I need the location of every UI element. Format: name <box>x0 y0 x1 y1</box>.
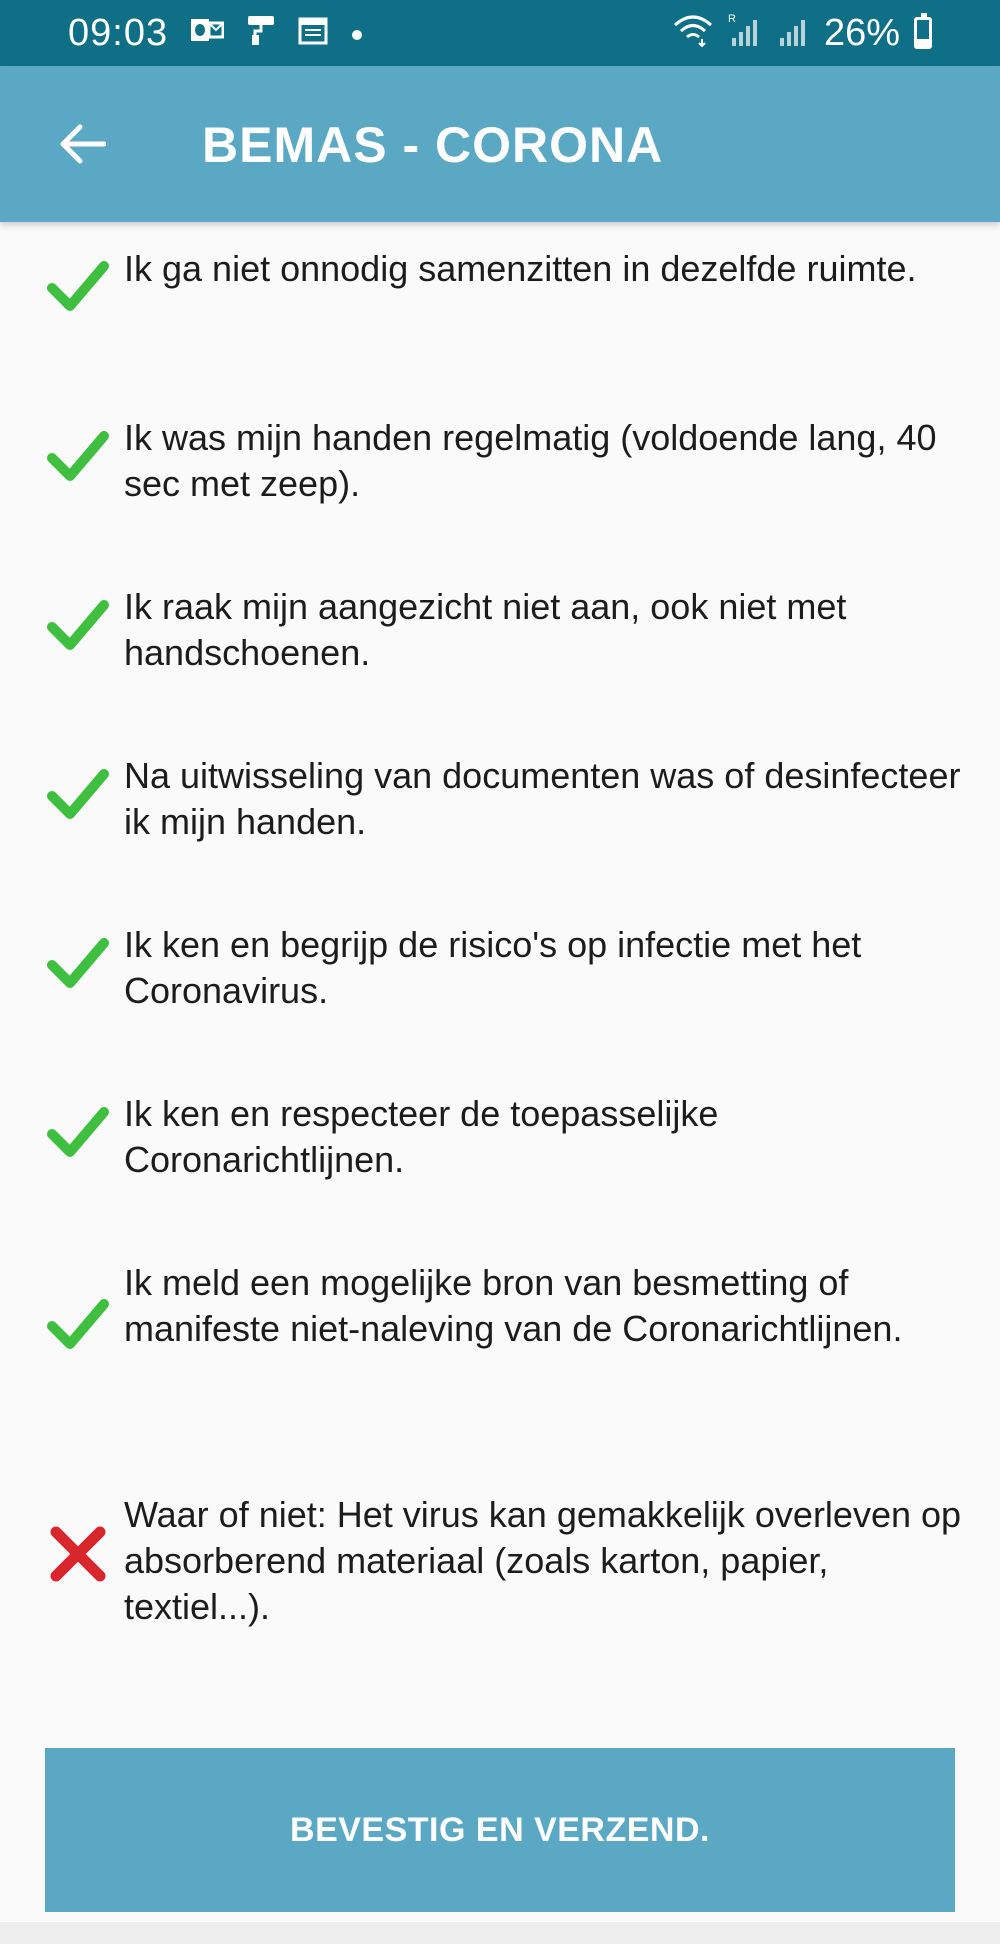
list-item-text: Ik ken en respecteer de toepasselijke Coronarichtlijnen. <box>124 1093 719 1180</box>
list-item-text: Ik was mijn handen regelmatig (voldoende lang, 40 sec met zeep). <box>124 417 937 504</box>
page-title: BEMAS - CORONA <box>202 117 664 173</box>
check-icon <box>46 1100 110 1164</box>
bottom-strip <box>0 1922 1000 1944</box>
status-time: 09:03 <box>68 11 169 54</box>
app-bar <box>0 66 1000 222</box>
list-item-text: Ik ken en begrijp de risico's op infectie met het Coronavirus. <box>124 924 862 1011</box>
check-icon <box>46 931 110 995</box>
list-item-text: Ik ga niet onnodig samenzitten in dezelfde ruimte. <box>124 248 917 289</box>
svg-text:R: R <box>727 13 736 25</box>
arrow-left-icon <box>58 124 106 164</box>
status-bar <box>0 0 1000 66</box>
check-icon <box>46 762 110 826</box>
list-item-text: Na uitwisseling van documenten was of desinfecteer ik mijn handen. <box>124 755 961 842</box>
check-icon <box>46 593 110 657</box>
list-item-text: Ik raak mijn aangezicht niet aan, ook niet met handschoenen. <box>124 586 847 673</box>
check-icon <box>46 254 110 318</box>
wifi-icon <box>672 13 714 53</box>
cross-icon <box>46 1522 110 1586</box>
paint-roller-icon <box>246 14 276 52</box>
check-icon <box>46 1292 110 1356</box>
outlook-icon <box>190 15 224 51</box>
signal-roaming-icon <box>728 12 762 54</box>
check-icon <box>46 424 110 488</box>
dot-icon <box>350 18 364 48</box>
signal-icon <box>776 12 810 54</box>
list-item-text: Waar of niet: Het virus kan gemakkelijk overleven op absorberend materiaal (zoals karton, papier, textiel...). <box>124 1494 962 1627</box>
calendar-icon <box>298 15 328 51</box>
battery-icon <box>914 17 932 49</box>
confirm-send-button[interactable]: BEVESTIG EN VERZEND. <box>45 1748 955 1912</box>
list-item-text: Ik meld een mogelijke bron van besmetting of manifeste niet-naleving van de Coronarichtlijnen. <box>124 1262 903 1349</box>
battery-percent: 26% <box>823 11 900 54</box>
back-button[interactable] <box>52 114 112 174</box>
